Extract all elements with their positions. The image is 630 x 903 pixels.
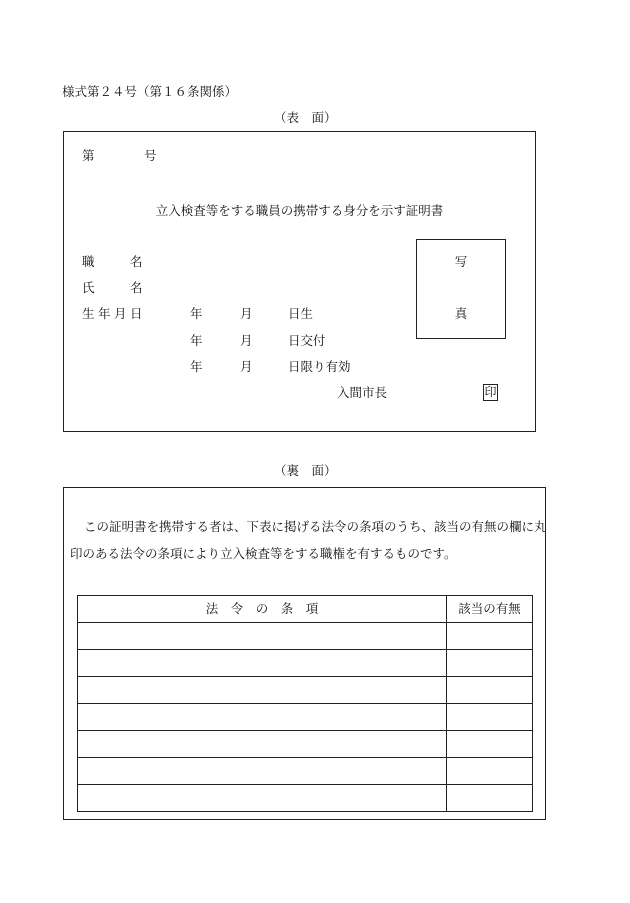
table-row [78,650,533,677]
date-day-born: 日生 [288,306,314,321]
name-label: 氏名 [82,280,179,295]
date-year: 年 [190,359,203,374]
applicability-column-header: 該当の有無 [447,596,533,623]
provision-cell [78,623,447,650]
provision-cell [78,731,447,758]
date-month: 月 [240,333,253,348]
date-year: 年 [190,333,203,348]
applicability-cell [447,785,533,812]
birthdate-label: 生年月日 [82,306,147,321]
date-month: 月 [240,359,253,374]
applicability-cell [447,704,533,731]
explanation-line-2: 印のある法令の条項により立入検査等をする職権を有するものです。 [70,546,457,561]
applicability-cell [447,650,533,677]
provision-cell [78,650,447,677]
applicability-cell [447,731,533,758]
issuer-name: 入間市長 [337,385,388,400]
table-row [78,785,533,812]
explanation-line-1: この証明書を携帯する者は、下表に掲げる法令の条項のうち、該当の有無の欄に丸 [84,519,547,534]
table-row [78,758,533,785]
position-label: 職名 [82,254,179,269]
provision-cell [78,677,447,704]
seal-mark: 印 [484,385,497,399]
certificate-title: 立入検査等をする職員の携帯する身分を示す証明書 [155,203,444,218]
applicability-cell [447,677,533,704]
applicability-cell [447,758,533,785]
provision-column-header: 法 令 の 条 項 [78,596,447,623]
back-side-heading: （裏 面） [274,463,337,478]
photo-frame [416,239,506,339]
provision-cell [78,704,447,731]
front-side-heading: （表 面） [274,110,337,125]
photo-label-top: 写 [454,254,468,269]
provision-cell [78,785,447,812]
provision-cell [78,758,447,785]
back-card [63,487,546,820]
table-row [78,623,533,650]
certificate-number-prefix: 第 [82,148,95,163]
date-year: 年 [190,306,203,321]
applicability-cell [447,623,533,650]
front-card [63,131,536,432]
table-header-row [78,596,533,623]
legal-provisions-table [77,595,533,812]
photo-label-bottom: 真 [454,306,468,321]
table-row [78,704,533,731]
form-number: 様式第２４号（第１６条関係） [62,84,238,99]
date-day-issued: 日交付 [288,333,326,348]
table-row [78,677,533,704]
date-day-valid-until: 日限り有効 [288,359,351,374]
table-row [78,731,533,758]
certificate-number-suffix: 号 [144,148,157,163]
legal-provisions-tbody [78,623,533,812]
date-month: 月 [240,306,253,321]
